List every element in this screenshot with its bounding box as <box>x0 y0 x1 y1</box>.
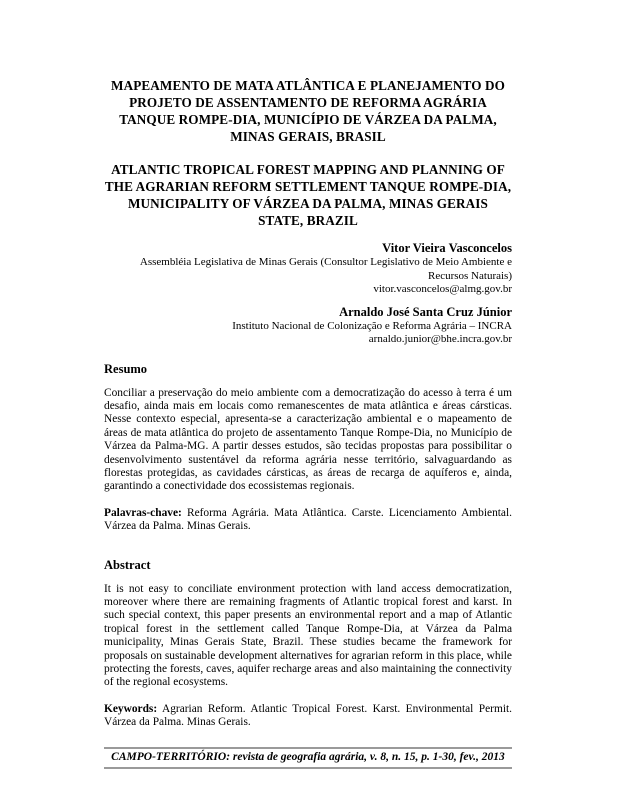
palavras-chave-label: Palavras-chave: <box>104 506 182 519</box>
resumo-heading: Resumo <box>104 361 148 376</box>
author-1-name: Vitor Vieira Vasconcelos <box>382 241 512 255</box>
author-1-affiliation: Assembléia Legislativa de Minas Gerais (Consultor Legislativo de Meio Ambiente e Recursos Naturais) <box>139 256 512 282</box>
palavras-chave-line <box>104 507 512 534</box>
abstract-text: It is not easy to conciliate environment protection with land access democratization, moreover where there are remaining fragments of Atlantic tropical forest and karst. In such special context, this paper presents an environmental report and a map of Atlantic tropical forest in the settlement called Tanque Rompe-Dia, at Várzea da Palma municipality, Minas Gerais State, Brazil. These studies became the framework for proposals on sustainable development alternatives for agrarian reform in this place, while protecting the forests, caves, aquifer recharge areas and also maintaining the connectivity of the regional ecosystems. <box>104 582 512 689</box>
author-2-affiliation: Instituto Nacional de Colonização e Reforma Agrária – INCRA <box>232 319 512 332</box>
resumo-text: Conciliar a preservação do meio ambiente com a democratização do acesso à terra é um desafio, ainda mais em locais como remanescentes de mata atlântica e áreas cársticas. Nesse contexto especial, apresenta-se a caracterização ambiental e o mapeamento de áreas de mata atlântica do projeto de assentamento Tanque Rompe-Dia, no Município de Várzea da Palma-MG. A partir desses estudos, são tecidas propostas para possibilitar o desenvolvimento sustentável da reforma agrária nesse território, salvaguardando as florestas protegidas, as cavidades cársticas, as áreas de recarga de aquíferos e, ainda, garantindo a conectividade dos ecossistemas regionais. <box>104 386 512 493</box>
journal-footer-text: CAMPO-TERRITÓRIO: revista de geografia agrária, v. 8, n. 15, p. 1-30, fev., 2013 <box>111 751 505 763</box>
abstract-heading: Abstract <box>104 557 151 572</box>
keywords-line <box>104 703 512 730</box>
title-english: ATLANTIC TROPICAL FOREST MAPPING AND PLANNING OF THE AGRARIAN REFORM SETTLEMENT TANQUE ROMPE-DIA, MUNICIPALITY OF VÁRZEA DA PALMA, MINAS GERAIS STATE, BRAZIL <box>104 162 512 228</box>
page-content <box>104 0 512 730</box>
palavras-chave-list: Reforma Agrária. Mata Atlântica. Carste. Licenciamento Ambiental. Várzea da Palma. Minas Gerais. <box>104 506 512 533</box>
author-2-email: arnaldo.junior@bhe.incra.gov.br <box>368 333 512 345</box>
journal-footer <box>104 747 512 769</box>
author-1-email: vitor.vasconcelos@almg.gov.br <box>373 283 512 295</box>
title-portuguese: MAPEAMENTO DE MATA ATLÂNTICA E PLANEJAMENTO DO PROJETO DE ASSENTAMENTO DE REFORMA AGRÁRIA TANQUE ROMPE-DIA, MUNICÍPIO DE VÁRZEA DA PALMA, MINAS GERAIS, BRASIL <box>111 78 505 144</box>
keywords-list: Agrarian Reform. Atlantic Tropical Forest. Karst. Environmental Permit. Várzea da Palma. Minas Gerais. <box>104 702 513 729</box>
keywords-label: Keywords: <box>104 702 158 715</box>
author-block-1 <box>104 241 512 297</box>
author-2-name: Arnaldo José Santa Cruz Júnior <box>339 304 512 319</box>
author-block-2 <box>104 305 512 347</box>
